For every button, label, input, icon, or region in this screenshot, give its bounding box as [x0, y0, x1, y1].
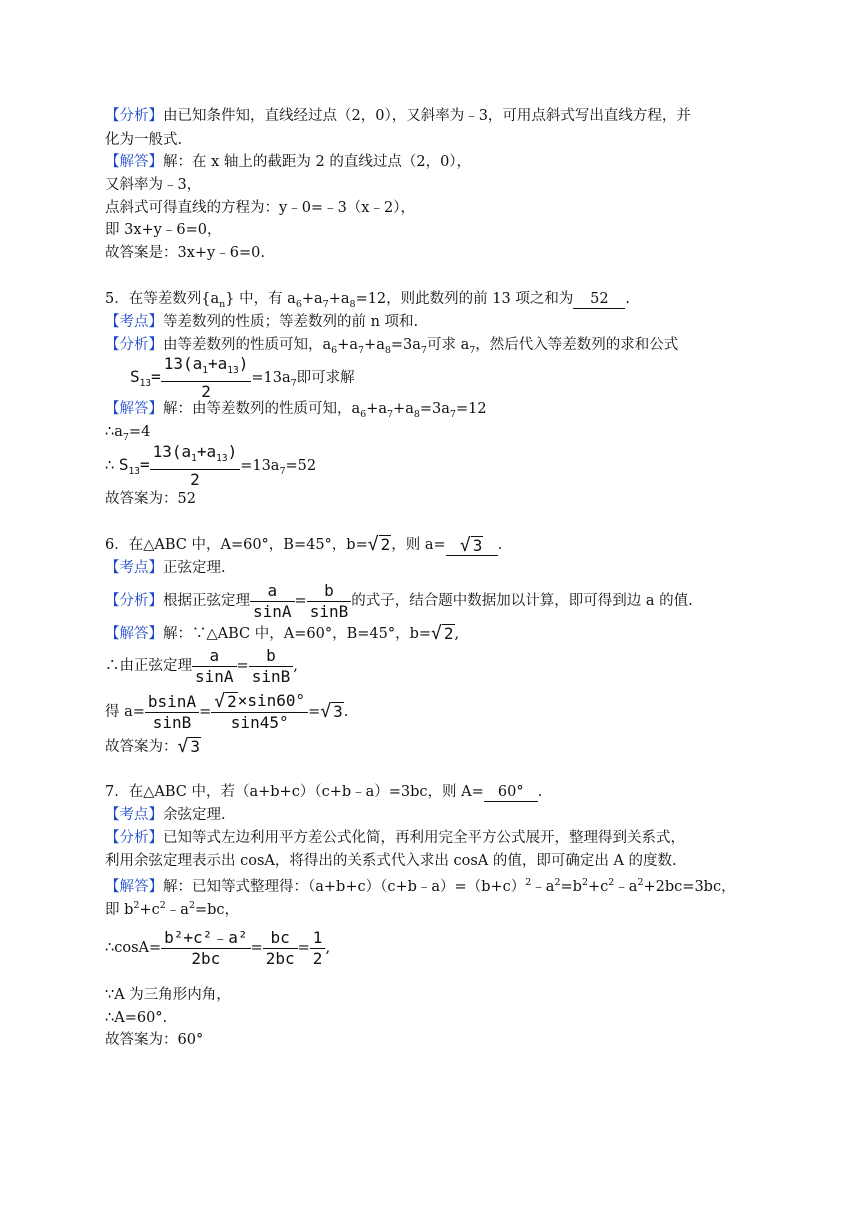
q6-final: 故答案为：√ 3 [105, 736, 200, 757]
q5-jieda: 【解答】解：由等差数列的性质可知，$a_6+a_7+a_8=3a_7=12$ [105, 401, 487, 420]
q5-sum-formula-1: $S_{13}=$ $\frac{13(a_1+a_{13})}{2}$ $=13a_7$即可求解 [130, 354, 355, 402]
q7-result: ∴A=60°. [105, 1010, 168, 1026]
q6-stem: 6．在△ABC 中，A=60°，B=45°，b=√ 2，则 a= √ 3 . [105, 534, 503, 556]
solution-line-2: 又斜率为﹣3， [105, 177, 202, 193]
q5-kaodian: 【考点】等差数列的性质；等差数列的前 n 项和. [105, 314, 419, 330]
analysis-line-1: 【分析】由已知条件知，直线经过点（2，0），又斜率为﹣3，可用点斜式写出直线方程，并 [105, 108, 691, 124]
q7-answer: 60° [484, 783, 538, 802]
q6-law: ∴由正弦定理 $\frac{a}{\sin A}$ = $\frac{b}{\sin B}$ , [105, 645, 298, 686]
analysis-line-2: 化为一般式. [105, 132, 183, 148]
q6-jieda: 【解答】解：∵△ABC 中，A=60°，B=45°，b=√ 2, [105, 623, 460, 644]
q5-sum-formula-2: ∴ $S_{13}=$ $\frac{13(a_1+a_{13})}{2}$ $=13a_7=52$ [105, 442, 317, 490]
solution-line-1: 【解答】解：在 x 轴上的截距为 2 的直线过点（2，0）， [105, 154, 472, 170]
q6-fenxi: 【分析】根据正弦定理 $\frac{a}{\sin A}$ = $\frac{b}{\sin B}$ 的式子，结合题中数据加以计算，即可得到边 a 的值. [105, 580, 693, 621]
q7-kaodian: 【考点】余弦定理. [105, 807, 226, 823]
q7-cos: ∴cosA= $\frac{\text{b²+c²﹣a²}}{2bc}$ = $\frac{bc}{2bc}$ = $\frac{1}{2}$ , [105, 927, 331, 968]
q6-kaodian: 【考点】正弦定理. [105, 560, 226, 576]
q7-inner: ∵A 为三角形内角， [105, 987, 231, 1003]
solution-line-3: 点斜式可得直线的方程为：y﹣0=﹣3（x﹣2）， [105, 200, 415, 216]
q5-final: 故答案为：52 [105, 491, 196, 507]
solution-line-5: 故答案是：3x+y﹣6=0. [105, 245, 265, 261]
q6-answer: √ 3 [446, 536, 498, 556]
q7-ji: 即 $b^2+c^2﹣a^2=bc$， [105, 900, 240, 918]
q7-fenxi-1: 【分析】已知等式左边利用平方差公式化简，再利用完全平方公式展开，整理得到关系式， [105, 830, 685, 846]
q7-fenxi-2: 利用余弦定理表示出 cosA，将得出的关系式代入求出 cosA 的值，即可确定出 A 的度数. [105, 853, 677, 869]
q5-stem: 5．在等差数列$\{a_n\}$ 中，有 $a_6+a_7+a_8=12$，则此数列的前 13 项之和为 52 . [105, 291, 630, 310]
solution-line-4: 即 3x+y﹣6=0， [105, 222, 222, 238]
q7-final: 故答案为：60° [105, 1032, 204, 1048]
q5-a7: $\therefore a_7=4$ [105, 424, 151, 443]
q7-jieda: 【解答】解：已知等式整理得：$(a+b+c)(c+b﹣a)=(b+c)^2﹣a^2=b^2+c^2﹣a^2+2bc=3bc$， [105, 877, 736, 895]
q7-stem: 7．在△ABC 中，若（a+b+c）（c+b﹣a）=3bc，则 A= 60° . [105, 784, 543, 800]
q6-calc: 得 a= $\frac{bsinA}{\sin B}$ = $\frac{√ 2\times\sin 60^\circ}{\sin 45^\circ}$ =√ 3. [105, 690, 349, 732]
q5-answer: 52 [573, 290, 625, 309]
q5-fenxi: 【分析】由等差数列的性质可知，$a_6+a_7+a_8=3a_7$可求 $a_7$，然后代入等差数列的求和公式 [105, 337, 679, 356]
